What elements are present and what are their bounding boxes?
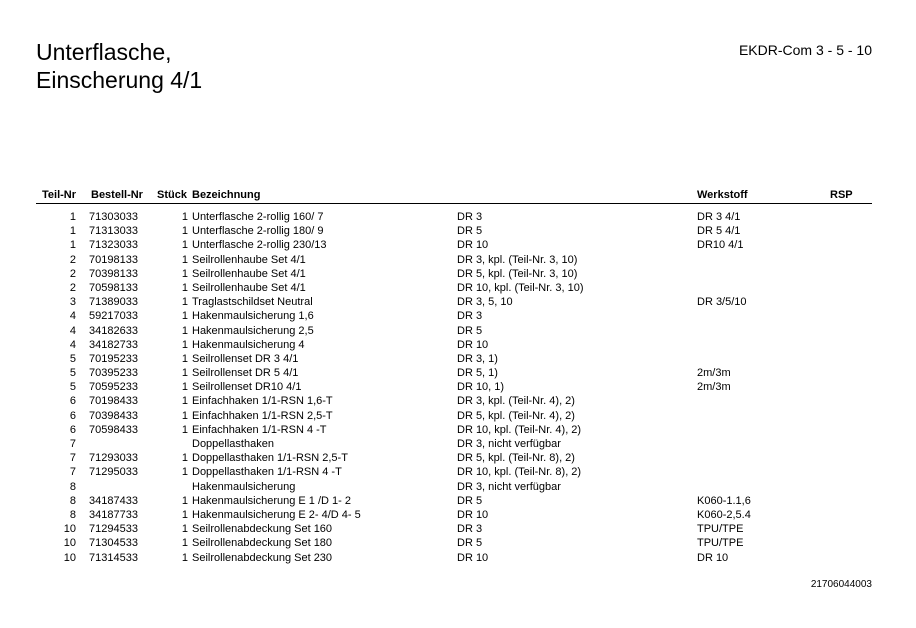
cell-teil-nr: 4 [69, 338, 76, 351]
cell-werkstoff: DR 5 4/1 [697, 225, 741, 238]
table-row [36, 352, 872, 366]
cell-teil-nr: 8 [69, 508, 76, 521]
cell-werkstoff: DR 3/5/10 [697, 296, 747, 309]
cell-bestell-nr: 71295033 [89, 466, 138, 479]
cell-stueck: 1 [181, 409, 188, 422]
table-row [36, 394, 872, 408]
cell-bezeichnung: Unterflasche 2-rollig 160/ 7 [192, 211, 324, 223]
cell-teil-nr: 10 [63, 551, 76, 564]
cell-stueck: 1 [181, 537, 188, 550]
cell-bestell-nr: 70395233 [89, 367, 138, 380]
cell-stueck: 1 [181, 267, 188, 280]
cell-bemerkung: DR 3 [457, 523, 483, 536]
cell-stueck: 1 [181, 310, 188, 323]
cell-bestell-nr: 70198133 [89, 253, 138, 266]
cell-bemerkung: DR 10 [457, 239, 489, 252]
cell-bemerkung: DR 5, kpl. (Teil-Nr. 8), 2) [457, 452, 575, 465]
cell-stueck: 1 [181, 211, 188, 223]
page-title-line-1: Unterflasche, [36, 39, 172, 65]
table-row [36, 295, 872, 309]
cell-werkstoff: K060-2,5.4 [697, 508, 751, 521]
cell-stueck: 1 [181, 324, 188, 337]
cell-stueck: 1 [181, 395, 188, 408]
cell-bemerkung: DR 5 [457, 537, 483, 550]
table-row [36, 253, 872, 267]
cell-bestell-nr: 59217033 [89, 310, 138, 323]
cell-stueck: 1 [181, 423, 188, 436]
cell-bemerkung: DR 5 [457, 494, 483, 507]
table-row [36, 338, 872, 352]
header-werkstoff: Werkstoff [697, 189, 748, 201]
cell-bezeichnung: Doppellasthaken 1/1-RSN 2,5-T [192, 452, 348, 465]
cell-teil-nr: 2 [69, 253, 76, 266]
cell-bestell-nr: 70598433 [89, 423, 138, 436]
cell-teil-nr: 6 [69, 395, 76, 408]
cell-werkstoff: DR 10 [697, 551, 729, 564]
cell-stueck: 1 [181, 523, 188, 536]
table-row [36, 551, 872, 565]
cell-bestell-nr: 70198433 [89, 395, 138, 408]
cell-teil-nr: 8 [69, 480, 76, 493]
cell-teil-nr: 2 [69, 281, 76, 294]
cell-bezeichnung: Seilrollenset DR 3 4/1 [192, 352, 299, 365]
cell-bestell-nr: 70598133 [89, 281, 138, 294]
cell-bestell-nr: 70398433 [89, 409, 138, 422]
table-row [36, 522, 872, 536]
cell-bezeichnung: Seilrollenset DR 5 4/1 [192, 367, 299, 380]
cell-werkstoff: K060-1.1,6 [697, 494, 751, 507]
cell-bezeichnung: Hakenmaulsicherung E 1 /D 1- 2 [192, 494, 351, 507]
cell-bemerkung: DR 10, kpl. (Teil-Nr. 8), 2) [457, 466, 582, 479]
cell-teil-nr: 5 [69, 381, 76, 394]
cell-bemerkung: DR 3, 5, 10 [457, 296, 513, 309]
cell-bezeichnung: Seilrollenhaube Set 4/1 [192, 267, 306, 280]
cell-werkstoff: DR10 4/1 [697, 239, 744, 252]
cell-bestell-nr: 71293033 [89, 452, 138, 465]
table-row [36, 536, 872, 550]
cell-bemerkung: DR 10 [457, 551, 489, 564]
table-row [36, 210, 872, 224]
table-row [36, 437, 872, 451]
cell-bezeichnung: Seilrollenhaube Set 4/1 [192, 253, 306, 266]
cell-stueck: 1 [181, 225, 188, 238]
cell-bezeichnung: Einfachhaken 1/1-RSN 2,5-T [192, 409, 333, 422]
table-row [36, 324, 872, 338]
table-row [36, 267, 872, 281]
cell-stueck: 1 [181, 494, 188, 507]
cell-werkstoff: TPU/TPE [697, 537, 744, 550]
cell-teil-nr: 8 [69, 494, 76, 507]
cell-bestell-nr: 34187733 [89, 508, 138, 521]
cell-bemerkung: DR 5 [457, 324, 483, 337]
cell-bezeichnung: Einfachhaken 1/1-RSN 4 -T [192, 423, 327, 436]
cell-teil-nr: 2 [69, 267, 76, 280]
cell-bezeichnung: Seilrollenabdeckung Set 160 [192, 523, 333, 536]
table-row [36, 423, 872, 437]
cell-werkstoff: 2m/3m [697, 367, 731, 380]
cell-bestell-nr: 34187433 [89, 494, 138, 507]
header-bestell-nr: Bestell-Nr [91, 189, 143, 201]
cell-teil-nr: 1 [69, 239, 76, 252]
cell-bemerkung: DR 5 [457, 225, 483, 238]
cell-bemerkung: DR 3 [457, 211, 483, 223]
cell-bemerkung: DR 3, nicht verfügbar [457, 438, 561, 450]
cell-stueck: 1 [181, 253, 188, 266]
table-row [36, 281, 872, 295]
cell-bemerkung: DR 3, kpl. (Teil-Nr. 3, 10) [457, 253, 578, 266]
cell-stueck: 1 [181, 551, 188, 564]
cell-teil-nr: 7 [69, 438, 76, 450]
cell-bestell-nr: 70595233 [89, 381, 138, 394]
cell-bestell-nr: 70195233 [89, 352, 138, 365]
table-row [36, 465, 872, 479]
header-bezeichnung: Bezeichnung [192, 189, 261, 201]
cell-bezeichnung: Hakenmaulsicherung 1,6 [192, 310, 314, 323]
cell-bezeichnung: Hakenmaulsicherung 4 [192, 338, 305, 351]
cell-stueck: 1 [181, 239, 188, 252]
cell-bemerkung: DR 10, kpl. (Teil-Nr. 3, 10) [457, 281, 584, 294]
cell-stueck: 1 [181, 352, 188, 365]
cell-teil-nr: 5 [69, 352, 76, 365]
cell-teil-nr: 7 [69, 452, 76, 465]
page-title [36, 38, 202, 94]
cell-bestell-nr: 34182733 [89, 338, 138, 351]
cell-teil-nr: 7 [69, 466, 76, 479]
cell-teil-nr: 4 [69, 324, 76, 337]
parts-table [36, 188, 872, 565]
cell-bestell-nr: 71294533 [89, 523, 138, 536]
cell-bestell-nr: 71314533 [89, 551, 138, 564]
cell-bestell-nr: 71303033 [89, 211, 138, 223]
cell-bezeichnung: Seilrollenset DR10 4/1 [192, 381, 302, 394]
cell-stueck: 1 [181, 508, 188, 521]
cell-stueck: 1 [181, 452, 188, 465]
table-row [36, 451, 872, 465]
cell-bezeichnung: Unterflasche 2-rollig 180/ 9 [192, 225, 324, 238]
cell-bestell-nr: 71313033 [89, 225, 138, 238]
cell-bezeichnung: Traglastschildset Neutral [192, 296, 313, 309]
header-stueck: Stück [157, 189, 187, 201]
table-row [36, 480, 872, 494]
cell-bezeichnung: Hakenmaulsicherung 2,5 [192, 324, 314, 337]
table-row [36, 366, 872, 380]
cell-bestell-nr: 71323033 [89, 239, 138, 252]
table-header [36, 188, 872, 204]
cell-teil-nr: 6 [69, 409, 76, 422]
cell-bezeichnung: Seilrollenhaube Set 4/1 [192, 281, 306, 294]
cell-werkstoff: 2m/3m [697, 381, 731, 394]
cell-teil-nr: 4 [69, 310, 76, 323]
cell-stueck: 1 [181, 381, 188, 394]
table-row [36, 409, 872, 423]
cell-bemerkung: DR 10 [457, 508, 489, 521]
cell-bezeichnung: Doppellasthaken [192, 438, 274, 450]
table-row [36, 224, 872, 238]
cell-bezeichnung: Einfachhaken 1/1-RSN 1,6-T [192, 395, 333, 408]
cell-stueck: 1 [181, 281, 188, 294]
cell-stueck: 1 [181, 367, 188, 380]
cell-stueck: 1 [181, 296, 188, 309]
cell-bemerkung: DR 5, kpl. (Teil-Nr. 3, 10) [457, 267, 578, 280]
cell-bezeichnung: Seilrollenabdeckung Set 180 [192, 537, 333, 550]
table-row [36, 309, 872, 323]
table-body [36, 210, 872, 565]
cell-bestell-nr: 70398133 [89, 267, 138, 280]
cell-bemerkung: DR 3, 1) [457, 352, 498, 365]
cell-teil-nr: 10 [63, 523, 76, 536]
header-teil-nr: Teil-Nr [42, 189, 77, 201]
cell-bestell-nr: 34182633 [89, 324, 138, 337]
header-rsp: RSP [830, 189, 853, 201]
cell-bemerkung: DR 3 [457, 310, 483, 323]
table-row [36, 508, 872, 522]
cell-bezeichnung: Hakenmaulsicherung E 2- 4/D 4- 5 [192, 508, 361, 521]
cell-bemerkung: DR 10, kpl. (Teil-Nr. 4), 2) [457, 423, 582, 436]
cell-teil-nr: 6 [69, 423, 76, 436]
cell-bezeichnung: Seilrollenabdeckung Set 230 [192, 551, 333, 564]
cell-werkstoff: TPU/TPE [697, 523, 744, 536]
cell-bezeichnung: Unterflasche 2-rollig 230/13 [192, 239, 327, 252]
cell-bezeichnung: Hakenmaulsicherung [192, 480, 296, 493]
cell-teil-nr: 3 [69, 296, 76, 309]
cell-stueck: 1 [181, 466, 188, 479]
cell-bemerkung: DR 5, kpl. (Teil-Nr. 4), 2) [457, 409, 575, 422]
cell-werkstoff: DR 3 4/1 [697, 211, 741, 223]
cell-bemerkung: DR 3, nicht verfügbar [457, 480, 561, 493]
cell-teil-nr: 5 [69, 367, 76, 380]
cell-bemerkung: DR 5, 1) [457, 367, 498, 380]
footer-document-code: 21706044003 [810, 579, 872, 590]
table-row [36, 494, 872, 508]
table-row [36, 238, 872, 252]
page-title-line-2: Einscherung 4/1 [36, 67, 203, 93]
cell-bemerkung: DR 3, kpl. (Teil-Nr. 4), 2) [457, 395, 575, 408]
cell-bemerkung: DR 10 [457, 338, 489, 351]
document-reference: EKDR-Com 3 - 5 - 10 [738, 42, 872, 58]
cell-bemerkung: DR 10, 1) [457, 381, 505, 394]
cell-bestell-nr: 71389033 [89, 296, 138, 309]
cell-bestell-nr: 71304533 [89, 537, 138, 550]
cell-bezeichnung: Doppellasthaken 1/1-RSN 4 -T [192, 466, 342, 479]
table-row [36, 380, 872, 394]
cell-teil-nr: 1 [69, 211, 76, 223]
cell-stueck: 1 [181, 338, 188, 351]
cell-teil-nr: 10 [63, 537, 76, 550]
cell-teil-nr: 1 [69, 225, 76, 238]
